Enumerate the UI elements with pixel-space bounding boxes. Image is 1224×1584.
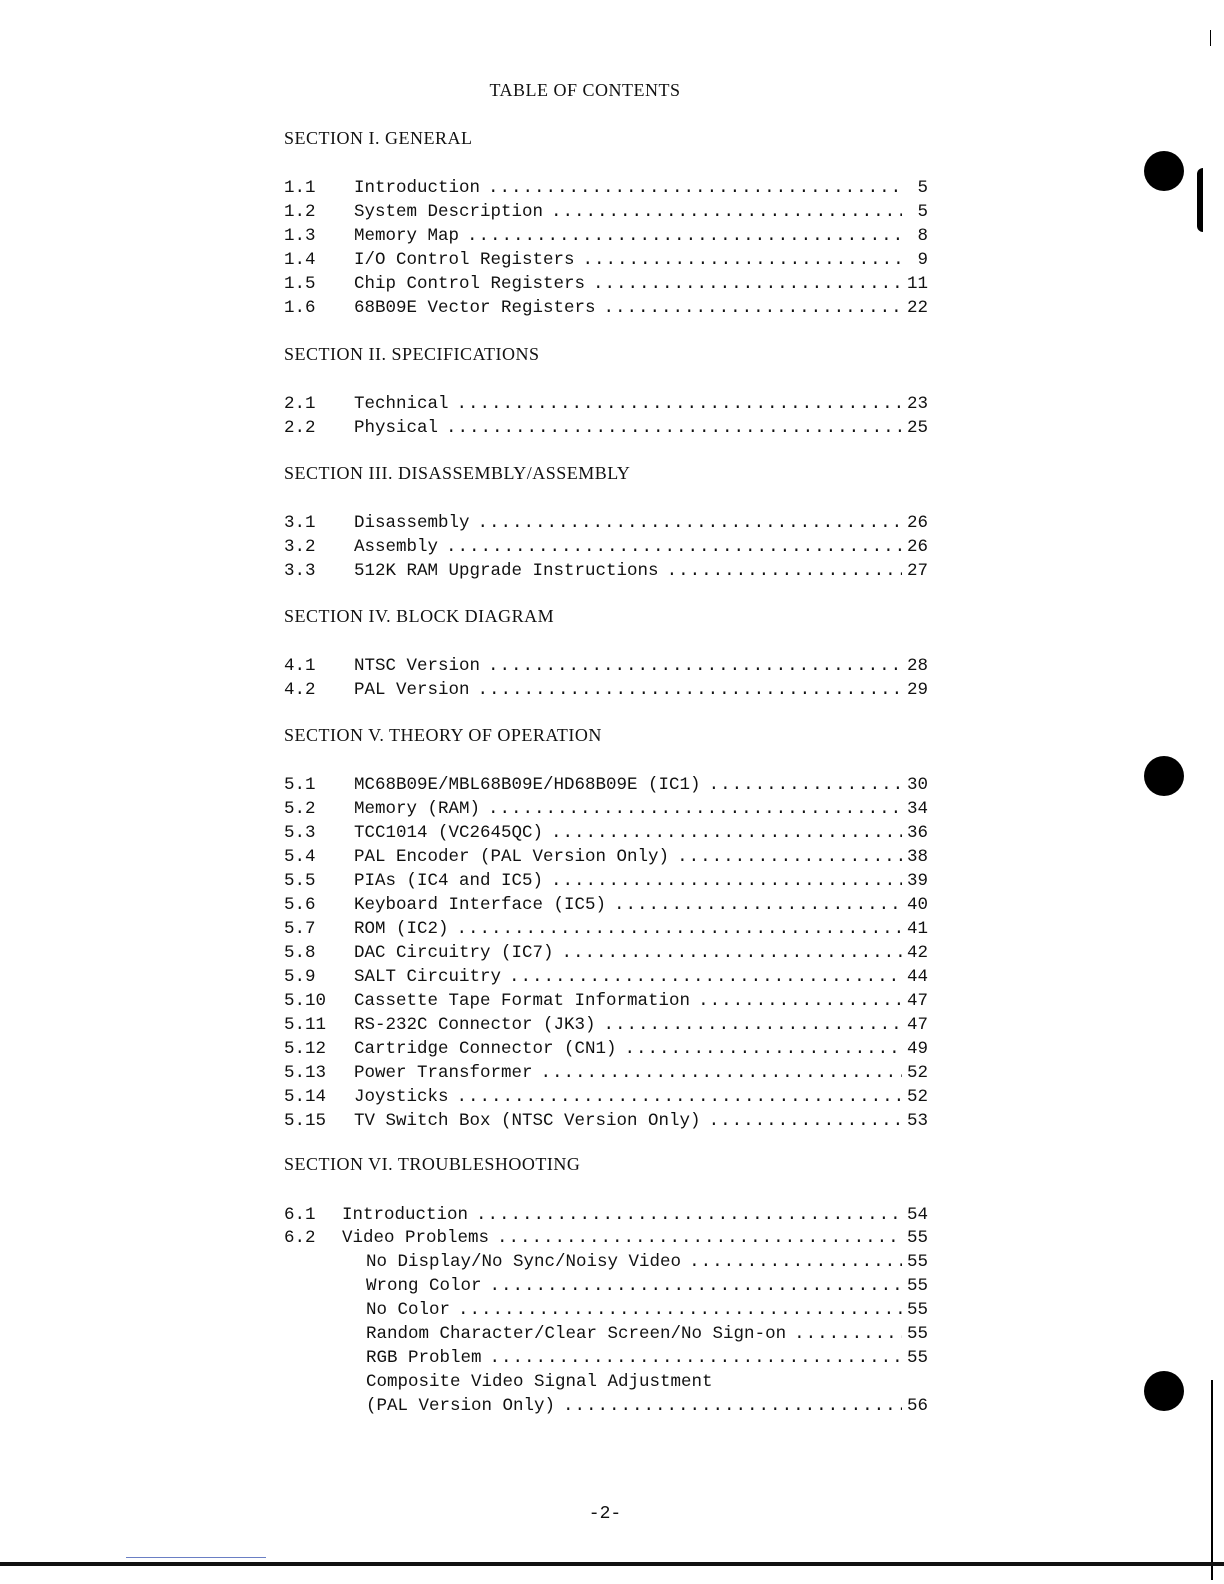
dot-leader [794, 1322, 902, 1346]
entry-title: Composite Video Signal Adjustment [366, 1372, 713, 1392]
dot-leader [604, 296, 902, 320]
toc-entry [284, 821, 928, 845]
dot-leader [446, 416, 902, 440]
entry-page: 39 [906, 871, 928, 891]
toc-entry [284, 272, 928, 296]
dot-leader [551, 200, 902, 224]
entry-number: 5.14 [284, 1087, 327, 1107]
entry-number: 5.1 [284, 775, 316, 795]
entry-number: 5.8 [284, 943, 316, 963]
entry-page: 5 [917, 178, 928, 198]
entry-number: 1.2 [284, 202, 316, 222]
toc-subentry [284, 1322, 928, 1346]
entry-page: 56 [906, 1396, 928, 1416]
entry-page: 49 [906, 1039, 928, 1059]
entry-title: I/O Control Registers [354, 250, 575, 270]
toc-entry [284, 559, 928, 583]
section-heading-theory: SECTION V. THEORY OF OPERATION [284, 725, 602, 745]
dot-leader [490, 1274, 902, 1298]
toc-entry [284, 1203, 928, 1227]
entry-title: No Display/No Sync/Noisy Video [366, 1252, 682, 1272]
entry-title: Disassembly [354, 513, 470, 533]
dot-leader [698, 989, 902, 1013]
toc-entry [284, 1013, 928, 1037]
scan-edge-mark [1211, 1380, 1213, 1580]
entry-title: Keyboard Interface (IC5) [354, 895, 607, 915]
entry-title: System Description [354, 202, 544, 222]
entry-number: 1.4 [284, 250, 316, 270]
toc-subentry [284, 1274, 928, 1298]
entry-number: 3.2 [284, 537, 316, 557]
entry-number: 5.13 [284, 1063, 327, 1083]
entry-page: 40 [906, 895, 928, 915]
entry-page: 29 [906, 680, 928, 700]
entry-title: PIAs (IC4 and IC5) [354, 871, 544, 891]
toc-entry [284, 941, 928, 965]
entry-page: 41 [906, 919, 928, 939]
dot-leader [677, 845, 902, 869]
entry-page: 25 [906, 418, 928, 438]
entry-number: 5.2 [284, 799, 316, 819]
entry-number: 5.6 [284, 895, 316, 915]
dot-leader [551, 821, 902, 845]
entry-number: 5.15 [284, 1111, 327, 1131]
scan-edge-mark [1197, 168, 1203, 232]
dot-leader [614, 893, 902, 917]
entry-title: No Color [366, 1300, 451, 1320]
entry-title: DAC Circuitry (IC7) [354, 943, 554, 963]
toc-entry [284, 1109, 928, 1133]
entry-title: Technical [354, 394, 449, 414]
entry-page: 52 [906, 1087, 928, 1107]
dot-leader [457, 1085, 902, 1109]
dot-leader [488, 654, 902, 678]
section-heading-specifications: SECTION II. SPECIFICATIONS [284, 344, 540, 364]
dot-leader [625, 1037, 902, 1061]
entry-number: 3.3 [284, 561, 316, 581]
dot-leader [488, 797, 902, 821]
entry-title: Wrong Color [366, 1276, 482, 1296]
dot-leader [593, 272, 902, 296]
dot-leader [490, 1346, 902, 1370]
entry-number: 5.3 [284, 823, 316, 843]
dot-leader [563, 1394, 902, 1418]
entry-title: 68B09E Vector Registers [354, 298, 596, 318]
entry-page: 9 [917, 250, 928, 270]
entry-title: 512K RAM Upgrade Instructions [354, 561, 659, 581]
entry-number: 2.2 [284, 418, 316, 438]
dot-leader [541, 1061, 902, 1085]
toc-entry [284, 296, 928, 320]
page-title: TABLE OF CONTENTS [489, 80, 681, 100]
toc-entry [284, 965, 928, 989]
entry-title: SALT Circuitry [354, 967, 502, 987]
entry-number: 4.2 [284, 680, 316, 700]
dot-leader [476, 1203, 902, 1227]
entry-number: 2.1 [284, 394, 316, 414]
entry-title: Cassette Tape Format Information [354, 991, 691, 1011]
entry-number: 5.9 [284, 967, 316, 987]
toc-entry [284, 511, 928, 535]
entry-page: 47 [906, 1015, 928, 1035]
dot-leader [604, 1013, 902, 1037]
entry-number: 1.6 [284, 298, 316, 318]
toc-entry [284, 893, 928, 917]
entry-number: 5.7 [284, 919, 316, 939]
entry-page: 44 [906, 967, 928, 987]
toc-entry [284, 773, 928, 797]
entry-page: 27 [906, 561, 928, 581]
entry-title: RGB Problem [366, 1348, 482, 1368]
toc-entry [284, 392, 928, 416]
entry-title: PAL Version [354, 680, 470, 700]
entry-page: 23 [906, 394, 928, 414]
entry-title: Video Problems [342, 1228, 490, 1248]
toc-entry [284, 200, 928, 224]
dot-leader [583, 248, 902, 272]
toc-entry [284, 1037, 928, 1061]
binder-hole [1144, 151, 1184, 191]
toc-subentry [284, 1346, 928, 1370]
dot-leader [478, 678, 902, 702]
entry-title: TV Switch Box (NTSC Version Only) [354, 1111, 701, 1131]
entry-title: Power Transformer [354, 1063, 533, 1083]
dot-leader [457, 392, 902, 416]
section-heading-disassembly: SECTION III. DISASSEMBLY/ASSEMBLY [284, 463, 631, 483]
bottom-rule [0, 1562, 1224, 1566]
toc-entry [284, 678, 928, 702]
entry-page: 42 [906, 943, 928, 963]
dot-leader [458, 1298, 902, 1322]
entry-page: 22 [906, 298, 928, 318]
dot-leader [709, 773, 902, 797]
entry-title: PAL Encoder (PAL Version Only) [354, 847, 670, 867]
toc-subentry [284, 1298, 928, 1322]
entry-page: 38 [906, 847, 928, 867]
entry-number: 1.5 [284, 274, 316, 294]
toc-entry [284, 176, 928, 200]
entry-page: 36 [906, 823, 928, 843]
entry-page: 55 [906, 1276, 928, 1296]
dot-leader [497, 1226, 902, 1250]
entry-title: Introduction [342, 1205, 469, 1225]
entry-title: TCC1014 (VC2645QC) [354, 823, 544, 843]
toc-entry [284, 224, 928, 248]
entry-number: 6.2 [284, 1228, 316, 1248]
section-heading-block-diagram: SECTION IV. BLOCK DIAGRAM [284, 606, 555, 626]
entry-title: Chip Control Registers [354, 274, 586, 294]
section-heading-general: SECTION I. GENERAL [284, 128, 473, 148]
toc-subentry [284, 1250, 928, 1274]
binder-hole [1144, 756, 1184, 796]
entry-page: 55 [906, 1300, 928, 1320]
dot-leader [562, 941, 902, 965]
dot-leader [709, 1109, 902, 1133]
entry-number: 3.1 [284, 513, 316, 533]
entry-title: NTSC Version [354, 656, 481, 676]
toc-entry [284, 416, 928, 440]
entry-number: 5.11 [284, 1015, 327, 1035]
scan-edge-mark [1210, 30, 1211, 46]
entry-page: 26 [906, 513, 928, 533]
toc-entry [284, 248, 928, 272]
entry-title: Assembly [354, 537, 439, 557]
entry-title: Random Character/Clear Screen/No Sign-on [366, 1324, 787, 1344]
section-heading-troubleshooting: SECTION VI. TROUBLESHOOTING [284, 1154, 581, 1174]
entry-page: 30 [906, 775, 928, 795]
toc-entry [284, 654, 928, 678]
toc-entry [284, 535, 928, 559]
entry-title: Physical [354, 418, 439, 438]
entry-number: 6.1 [284, 1205, 316, 1225]
dot-leader [667, 559, 902, 583]
dot-leader [551, 869, 902, 893]
entry-title: Joysticks [354, 1087, 449, 1107]
dot-leader [446, 535, 902, 559]
entry-page: 53 [906, 1111, 928, 1131]
dot-leader [488, 176, 902, 200]
entry-page: 52 [906, 1063, 928, 1083]
entry-title: Cartridge Connector (CN1) [354, 1039, 617, 1059]
entry-page: 47 [906, 991, 928, 1011]
entry-number: 1.1 [284, 178, 316, 198]
entry-number: 4.1 [284, 656, 316, 676]
entry-number: 1.3 [284, 226, 316, 246]
toc-entry [284, 1226, 928, 1250]
toc-entry [284, 917, 928, 941]
entry-page: 55 [906, 1324, 928, 1344]
binder-hole [1144, 1371, 1184, 1411]
entry-page: 11 [906, 274, 928, 294]
entry-page: 55 [906, 1228, 928, 1248]
entry-page: 28 [906, 656, 928, 676]
toc-entry [284, 1085, 928, 1109]
entry-page: 54 [906, 1205, 928, 1225]
entry-number: 5.5 [284, 871, 316, 891]
entry-title: Memory Map [354, 226, 460, 246]
dot-leader [457, 917, 902, 941]
entry-title: RS-232C Connector (JK3) [354, 1015, 596, 1035]
entry-page: 55 [906, 1252, 928, 1272]
toc-entry [284, 989, 928, 1013]
entry-title: Introduction [354, 178, 481, 198]
entry-title: (PAL Version Only) [366, 1396, 556, 1416]
dot-leader [467, 224, 902, 248]
dot-leader [478, 511, 902, 535]
toc-subentry [284, 1394, 928, 1418]
entry-page: 26 [906, 537, 928, 557]
entry-page: 55 [906, 1348, 928, 1368]
entry-title: Memory (RAM) [354, 799, 481, 819]
page-number: -2- [588, 1504, 622, 1524]
entry-page: 34 [906, 799, 928, 819]
toc-entry [284, 845, 928, 869]
dot-leader [509, 965, 902, 989]
dot-leader [689, 1250, 902, 1274]
entry-number: 5.4 [284, 847, 316, 867]
entry-number: 5.10 [284, 991, 327, 1011]
entry-page: 5 [917, 202, 928, 222]
entry-title: ROM (IC2) [354, 919, 449, 939]
entry-page: 8 [917, 226, 928, 246]
toc-entry [284, 1061, 928, 1085]
toc-entry [284, 869, 928, 893]
toc-entry [284, 797, 928, 821]
bottom-blue-line [126, 1557, 266, 1558]
entry-number: 5.12 [284, 1039, 327, 1059]
toc-subentry [284, 1370, 928, 1394]
entry-title: MC68B09E/MBL68B09E/HD68B09E (IC1) [354, 775, 701, 795]
